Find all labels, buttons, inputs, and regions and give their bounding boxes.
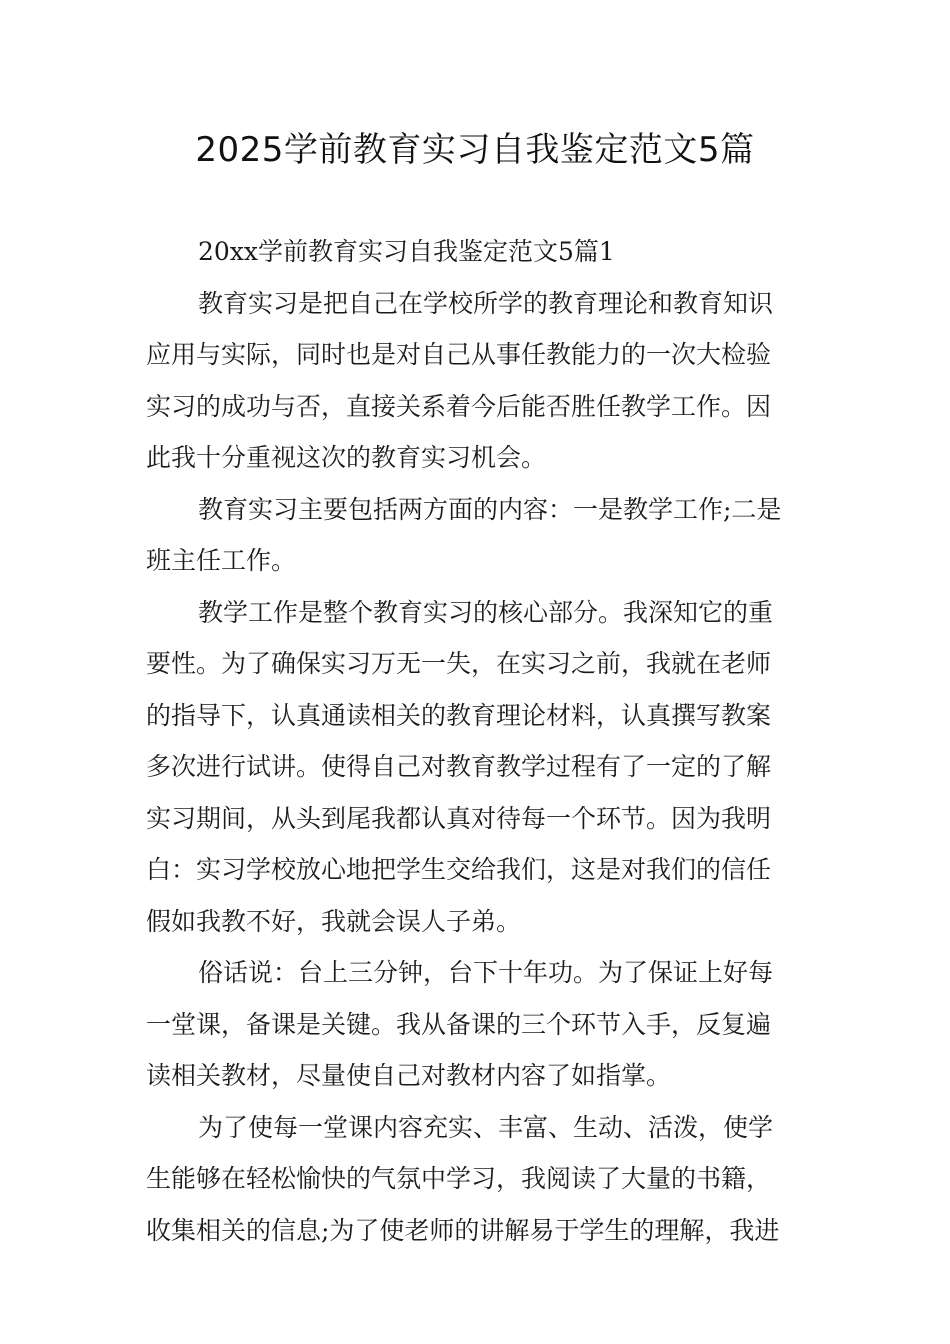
text-line: 20xx学前教育实习自我鉴定范文5篇1: [198, 237, 615, 266]
document-title: 2025学前教育实习自我鉴定范文5篇: [195, 130, 755, 170]
text-line: 实习期间，从头到尾我都认真对待每一个环节。因为我明: [146, 803, 772, 833]
text-line: 白：实习学校放心地把学生交给我们，这是对我们的信任: [146, 855, 772, 884]
text-line: 实习的成功与否，直接关系着今后能否胜任教学工作。因: [146, 391, 772, 421]
text-line: 教育实习是把自己在学校所学的教育理论和教育知识: [198, 288, 774, 318]
text-line: 生能够在轻松愉快的气氛中学习，我阅读了大量的书籍，: [146, 1164, 772, 1193]
text-line: 此我十分重视这次的教育实习机会。: [146, 443, 547, 472]
text-line: 教学工作是整个教育实习的核心部分。我深知它的重: [198, 597, 774, 627]
text-line: 一堂课，备课是关键。我从备课的三个环节入手，反复遍: [146, 1009, 772, 1039]
text-line: 假如我教不好，我就会误人子弟。: [146, 906, 522, 936]
text-line: 读相关教材，尽量使自己对教材内容了如指掌。: [146, 1061, 672, 1090]
text-line: 班主任工作。: [146, 546, 297, 575]
document-body: [146, 226, 806, 1256]
text-line: 要性。为了确保实习万无一失，在实习之前，我就在老师: [146, 649, 772, 678]
text-line: 俗话说：台上三分钟，台下十年功。为了保证上好每: [198, 958, 774, 987]
text-line: 为了使每一堂课内容充实、丰富、生动、活泼，使学: [198, 1112, 774, 1142]
text-line: 教育实习主要包括两方面的内容：一是教学工作;二是: [198, 494, 782, 524]
text-line: 多次进行试讲。使得自己对教育教学过程有了一定的了解: [146, 752, 772, 781]
text-line: 收集相关的信息;为了使老师的讲解易于学生的理解，我进: [146, 1215, 780, 1245]
text-line: 应用与实际，同时也是对自己从事任教能力的一次大检验: [146, 340, 772, 369]
text-line: 的指导下，认真通读相关的教育理论材料，认真撰写教案: [146, 700, 772, 730]
